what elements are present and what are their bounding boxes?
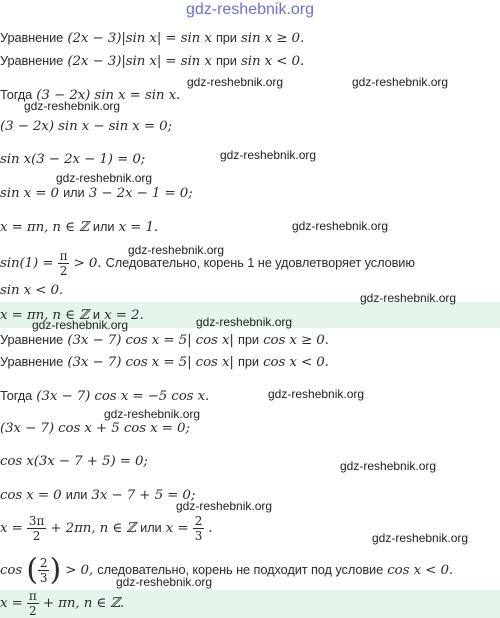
word-then: Тогда	[0, 388, 33, 403]
formula: (2x − 3)|sin x| = sin x	[67, 31, 212, 46]
watermark: gdz-reshebnik.org	[196, 315, 293, 329]
formula: .	[208, 521, 213, 536]
watermark: gdz-reshebnik.org	[340, 459, 437, 473]
solution-line-12	[0, 352, 500, 373]
formula: sin x < 0.	[0, 283, 64, 298]
formula: cos x = 0	[0, 488, 62, 503]
formula: x = 1.	[118, 220, 159, 235]
solution-line-2	[0, 51, 500, 72]
solution-line-14	[0, 419, 500, 439]
numerator: 2	[194, 514, 203, 528]
solution-line-7	[0, 217, 500, 238]
formula: sin(1) =	[0, 256, 54, 271]
condition: cos x < 0.	[263, 355, 329, 370]
fraction	[27, 515, 46, 542]
left-paren: (	[26, 552, 38, 588]
formula: (2x − 3)|sin x| = sin x	[67, 54, 212, 69]
solution-line-4	[0, 117, 500, 137]
denominator: 3	[39, 571, 48, 585]
formula: x =	[165, 521, 189, 536]
solution-line-8	[0, 249, 500, 277]
right-paren: )	[49, 552, 62, 588]
formula: + πn, n ∈ ℤ.	[42, 596, 125, 611]
word-when: при	[215, 53, 237, 68]
formula: cos x(3x − 7 + 5) = 0;	[0, 454, 148, 469]
word-equation: Уравнение	[0, 332, 64, 347]
formula: (3x − 7) cos x + 5 cos x = 0;	[0, 421, 190, 436]
formula: (3 − 2x) sin x − sin x = 0;	[0, 119, 172, 134]
solution-line-18	[0, 550, 500, 590]
word-when: при	[215, 30, 237, 45]
watermark: gdz-reshebnik.org	[32, 318, 129, 332]
conclusion-text: следовательно, корень не подходит под условие	[97, 562, 384, 577]
fraction	[58, 250, 70, 277]
fraction	[193, 515, 205, 542]
formula: 3 − 2x − 1 = 0;	[88, 186, 193, 201]
word-and: и	[92, 307, 100, 322]
word-or: или	[92, 219, 115, 234]
denominator: 3	[194, 529, 203, 543]
watermark: gdz-reshebnik.org	[352, 75, 449, 89]
denominator: 2	[59, 264, 68, 278]
numerator: 2	[39, 556, 48, 570]
formula: > 0.	[73, 256, 102, 271]
numerator: π	[59, 249, 68, 263]
watermark: gdz-reshebnik.org	[360, 291, 457, 305]
formula: (3 − 2x) sin x = sin x.	[36, 88, 181, 103]
formula: + 2πn, n ∈ ℤ	[50, 521, 136, 536]
formula: x =	[0, 596, 23, 611]
word-equation: Уравнение	[0, 354, 64, 369]
word-or: или	[140, 520, 162, 535]
word-or: или	[63, 185, 85, 200]
conclusion-text: Следовательно, корень 1 не удовлетворяет условию	[105, 255, 415, 270]
word-when: при	[238, 354, 259, 369]
formula: x = πn, n ∈ ℤ	[0, 220, 89, 235]
formula: > 0,	[65, 563, 94, 578]
word-equation: Уравнение	[0, 30, 64, 45]
numerator: π	[28, 589, 37, 603]
word-then: Тогда	[0, 87, 33, 102]
formula: (3x − 7) cos x = 5| cos x|	[67, 333, 234, 348]
site-header-logo: gdz-reshebnik.org	[185, 1, 315, 18]
formula: cos	[0, 563, 23, 578]
watermark: gdz-reshebnik.org	[116, 575, 213, 589]
watermark: gdz-reshebnik.org	[220, 148, 317, 162]
formula: x =	[0, 521, 23, 536]
condition: cos x < 0.	[387, 563, 454, 578]
word-when: при	[238, 332, 259, 347]
formula: x = 2.	[104, 308, 144, 323]
fraction	[27, 590, 39, 617]
watermark: gdz-reshebnik.org	[372, 531, 469, 545]
word-equation: Уравнение	[0, 53, 64, 68]
watermark: gdz-reshebnik.org	[292, 219, 389, 233]
denominator: 2	[32, 529, 41, 543]
watermark: gdz-reshebnik.org	[56, 171, 153, 185]
solution-line-13	[0, 386, 500, 407]
solution-line-1	[0, 28, 500, 49]
watermark: gdz-reshebnik.org	[268, 387, 365, 401]
formula: (3x − 7) cos x = 5| cos x|	[67, 355, 234, 370]
formula: x = πn, n ∈ ℤ	[0, 308, 89, 323]
watermark: gdz-reshebnik.org	[104, 407, 201, 421]
formula: (3x − 7) cos x = −5 cos x.	[36, 389, 210, 404]
condition: sin x ≥ 0.	[241, 31, 305, 46]
watermark: gdz-reshebnik.org	[187, 75, 284, 89]
formula: 3x − 7 + 5 = 0;	[91, 488, 196, 503]
watermark: gdz-reshebnik.org	[128, 243, 225, 257]
word-or: или	[65, 487, 88, 502]
watermark: gdz-reshebnik.org	[176, 499, 273, 513]
fraction	[38, 557, 50, 584]
formula: sin x(3 − 2x − 1) = 0;	[0, 152, 146, 167]
solution-line-11	[0, 330, 500, 351]
denominator: 2	[29, 604, 37, 618]
condition: sin x < 0.	[241, 54, 305, 69]
watermark: gdz-reshebnik.org	[24, 99, 121, 113]
numerator: 3π	[28, 514, 45, 528]
condition: cos x ≥ 0.	[263, 333, 329, 348]
answer-line-2	[0, 590, 500, 618]
formula: sin x = 0	[0, 186, 59, 201]
solution-line-6	[0, 183, 500, 204]
